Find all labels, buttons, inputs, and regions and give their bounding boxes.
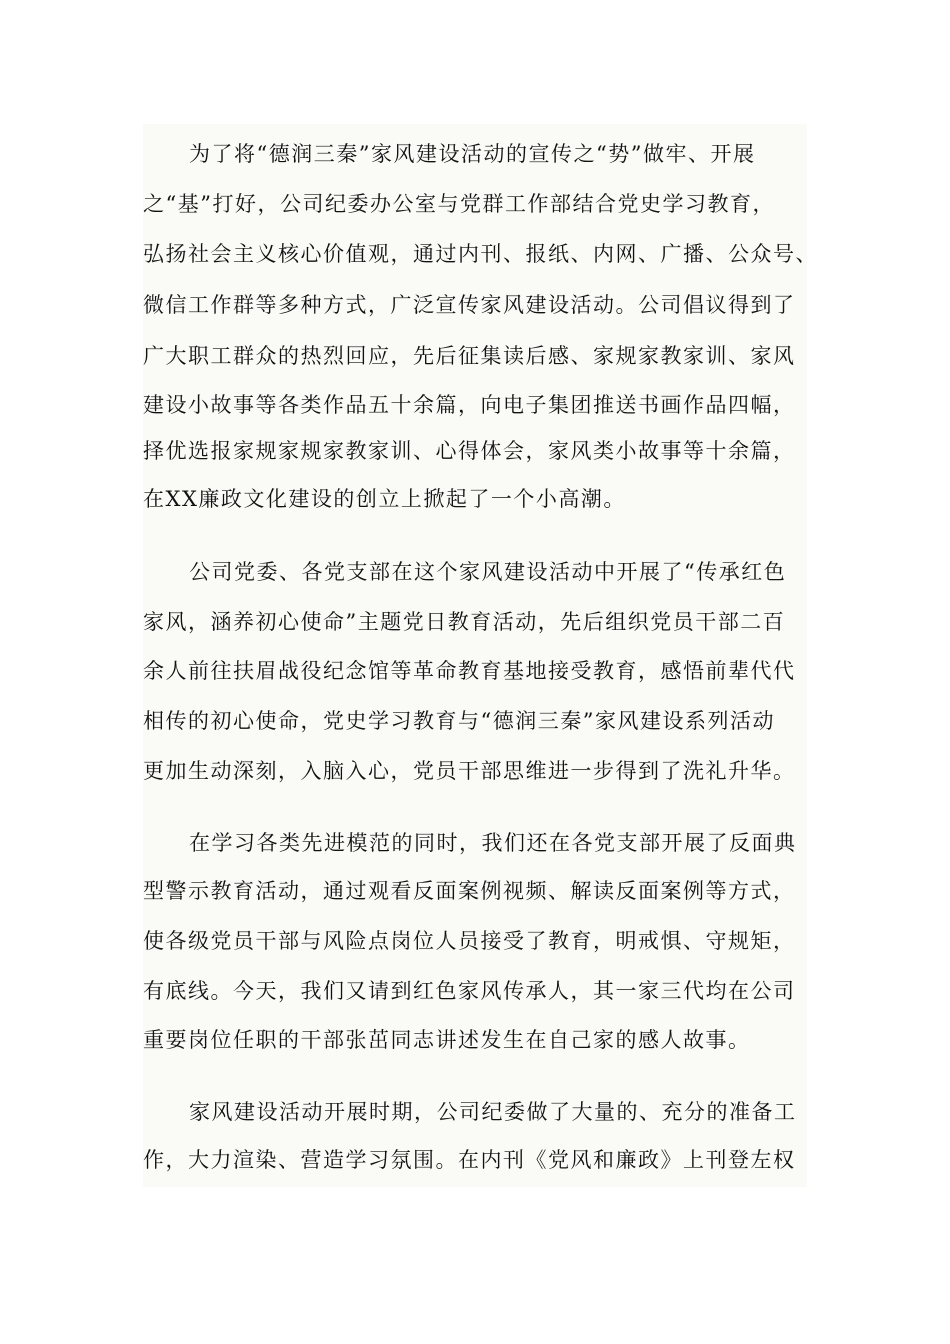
paragraph-2-line-1: 公司党委、各党支部在这个家风建设活动中开展了“传承红色 bbox=[189, 560, 787, 584]
paragraph-1-line-1: 为了将“德润三秦”家风建设活动的宣传之“势”做牢、开展 bbox=[189, 142, 756, 166]
paragraph-2-line-4: 相传的初心使命，党史学习教育与“德润三秦”家风建设系列活动 bbox=[143, 709, 775, 733]
paragraph-1-line-5: 广大职工群众的热烈回应，先后征集读后感、家规家教家训、家风 bbox=[143, 344, 796, 368]
paragraph-4-line-1: 家风建设活动开展时期，公司纪委做了大量的、充分的准备工 bbox=[189, 1100, 797, 1124]
paragraph-1-line-8: 在XX廉政文化建设的创立上掀起了一个小高潮。 bbox=[143, 487, 626, 511]
paragraph-3-line-2: 型警示教育活动，通过观看反面案例视频、解读反面案例等方式， bbox=[143, 879, 796, 903]
paragraph-1-line-6: 建设小故事等各类作品五十余篇，向电子集团推送书画作品四幅， bbox=[143, 393, 796, 417]
paragraph-3-line-1: 在学习各类先进模范的同时，我们还在各党支部开展了反面典 bbox=[189, 831, 797, 855]
paragraph-1-line-7: 择优选报家规家规家教家训、心得体会，家风类小故事等十余篇， bbox=[143, 439, 796, 463]
document-body bbox=[143, 124, 818, 1187]
paragraph-2-line-2: 家风，涵养初心使命”主题党日教育活动，先后组织党员干部二百 bbox=[143, 610, 786, 634]
paragraph-1-line-3: 弘扬社会主义核心价值观，通过内刊、报纸、内网、广播、公众号、 bbox=[143, 242, 818, 266]
paragraph-2-line-3: 余人前往扶眉战役纪念馆等革命教育基地接受教育，感悟前辈代代 bbox=[143, 659, 796, 683]
paragraph-3-line-3: 使各级党员干部与风险点岗位人员接受了教育，明戒惧、守规矩， bbox=[143, 929, 796, 953]
paragraph-2-line-5: 更加生动深刻，入脑入心，党员干部思维进一步得到了洗礼升华。 bbox=[143, 759, 796, 783]
paragraph-3-line-5: 重要岗位任职的干部张茁同志讲述发生在自己家的感人故事。 bbox=[143, 1028, 751, 1052]
paragraph-3-line-4: 有底线。今天，我们又请到红色家风传承人，其一家三代均在公司 bbox=[143, 979, 796, 1003]
paragraph-4-line-2: 作，大力渲染、营造学习氛围。在内刊《党风和廉政》上刊登左权 bbox=[143, 1148, 796, 1172]
paragraph-1-line-2: 之“基”打好，公司纪委办公室与党群工作部结合党史学习教育， bbox=[143, 192, 775, 216]
paragraph-1-line-4: 微信工作群等多种方式，广泛宣传家风建设活动。公司倡议得到了 bbox=[143, 293, 796, 317]
